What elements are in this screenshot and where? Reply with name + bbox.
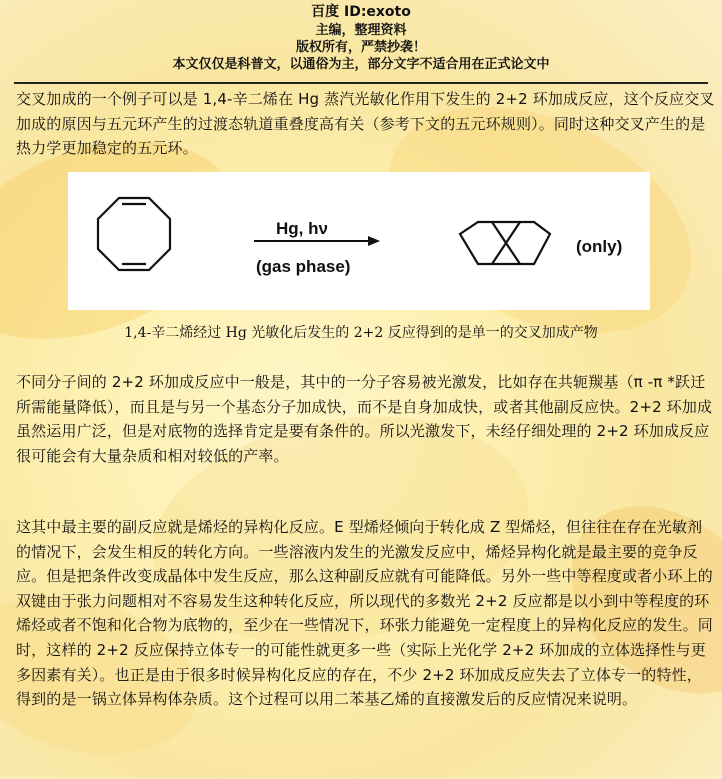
reagent-label: Hg, hν [276,219,328,238]
intro-paragraph: 交叉加成的一个例子可以是 1,4-辛二烯在 Hg 蒸汽光敏化作用下发生的 2+2 环加成反应，这个反应交叉加成的原因与五元环产生的过渡态轨道重叠度高有关（参考下文的五元环规则）。同时这种交叉产生的是热力学更加稳定的五元环。 [16,90,715,158]
paragraph-side-reactions: 不同分子间的 2+2 环加成反应中一般是，其中的一分子容易被光激发，比如存在共轭羰基（π -π *跃迁所需能量降低），而且是与另一个基态分子加成快，而不是自身加成快，或者其他副反应快。2+2 环加成虽然运用广泛，但是对底物的选择肯定是要有条件的。所以光激发下，未经仔细处理的 2+2 环加成反应很可能会有大量杂质和相对较低的产率。 [16,373,713,465]
cyclooctadiene-structure [98,198,170,270]
condition-label: (gas phase) [256,257,351,276]
figure-caption: 1,4-辛二烯经过 Hg 光敏化后发生的 2+2 反应得到的是单一的交叉加成产物 [124,325,598,341]
header-divider [14,82,708,84]
document-header [0,0,722,73]
author-id: 百度 ID:exoto [311,4,411,20]
crossed-adduct-structure [460,222,550,264]
copyright-notice: 版权所有，严禁抄袭！ [295,40,426,55]
reaction-scheme-svg [68,172,650,310]
paragraph-isomerization: 这其中最主要的副反应就是烯烃的异构化反应。E 型烯烃倾向于转化成 Z 型烯烃，但往往在存在光敏剂的情况下，会发生相反的转化方向。一些溶液内发生的光激发反应中，烯烃异构化就是最主要的竞争反应。但是把条件改变成晶体中发生反应，那么这种副反应就有可能降低。另外一些中等程度或者小环上的双键由于张力问题相对不容易发生这种转化反应，所以现代的多数光 2+2 反应都是以小到中等程度的环烯烃或者不饱和化合物为底物的，至少在一些情况下，环张力能避免一定程度上的异构化反应的发生。同时，这样的 2+2 反应保持立体专一的可能性就更多一些（实际上光化学 2+2 环加成的立体选择性与更多因素有关）。也正是由于很多时候异构化反应的存在，不少 2+2 环加成反应失去了立体专一的特性，得到的是一锅立体异构体杂质。这个过程可以用二苯基乙烯的直接激发后的反应情况来说明。 [16,518,713,709]
editor-note: 主编，整理资料 [315,23,407,38]
reaction-figure [68,172,650,310]
only-label: (only) [576,237,623,256]
disclaimer: 本文仅仅是科普文，以通俗为主，部分文字不适合用在正式论文中 [172,57,550,72]
